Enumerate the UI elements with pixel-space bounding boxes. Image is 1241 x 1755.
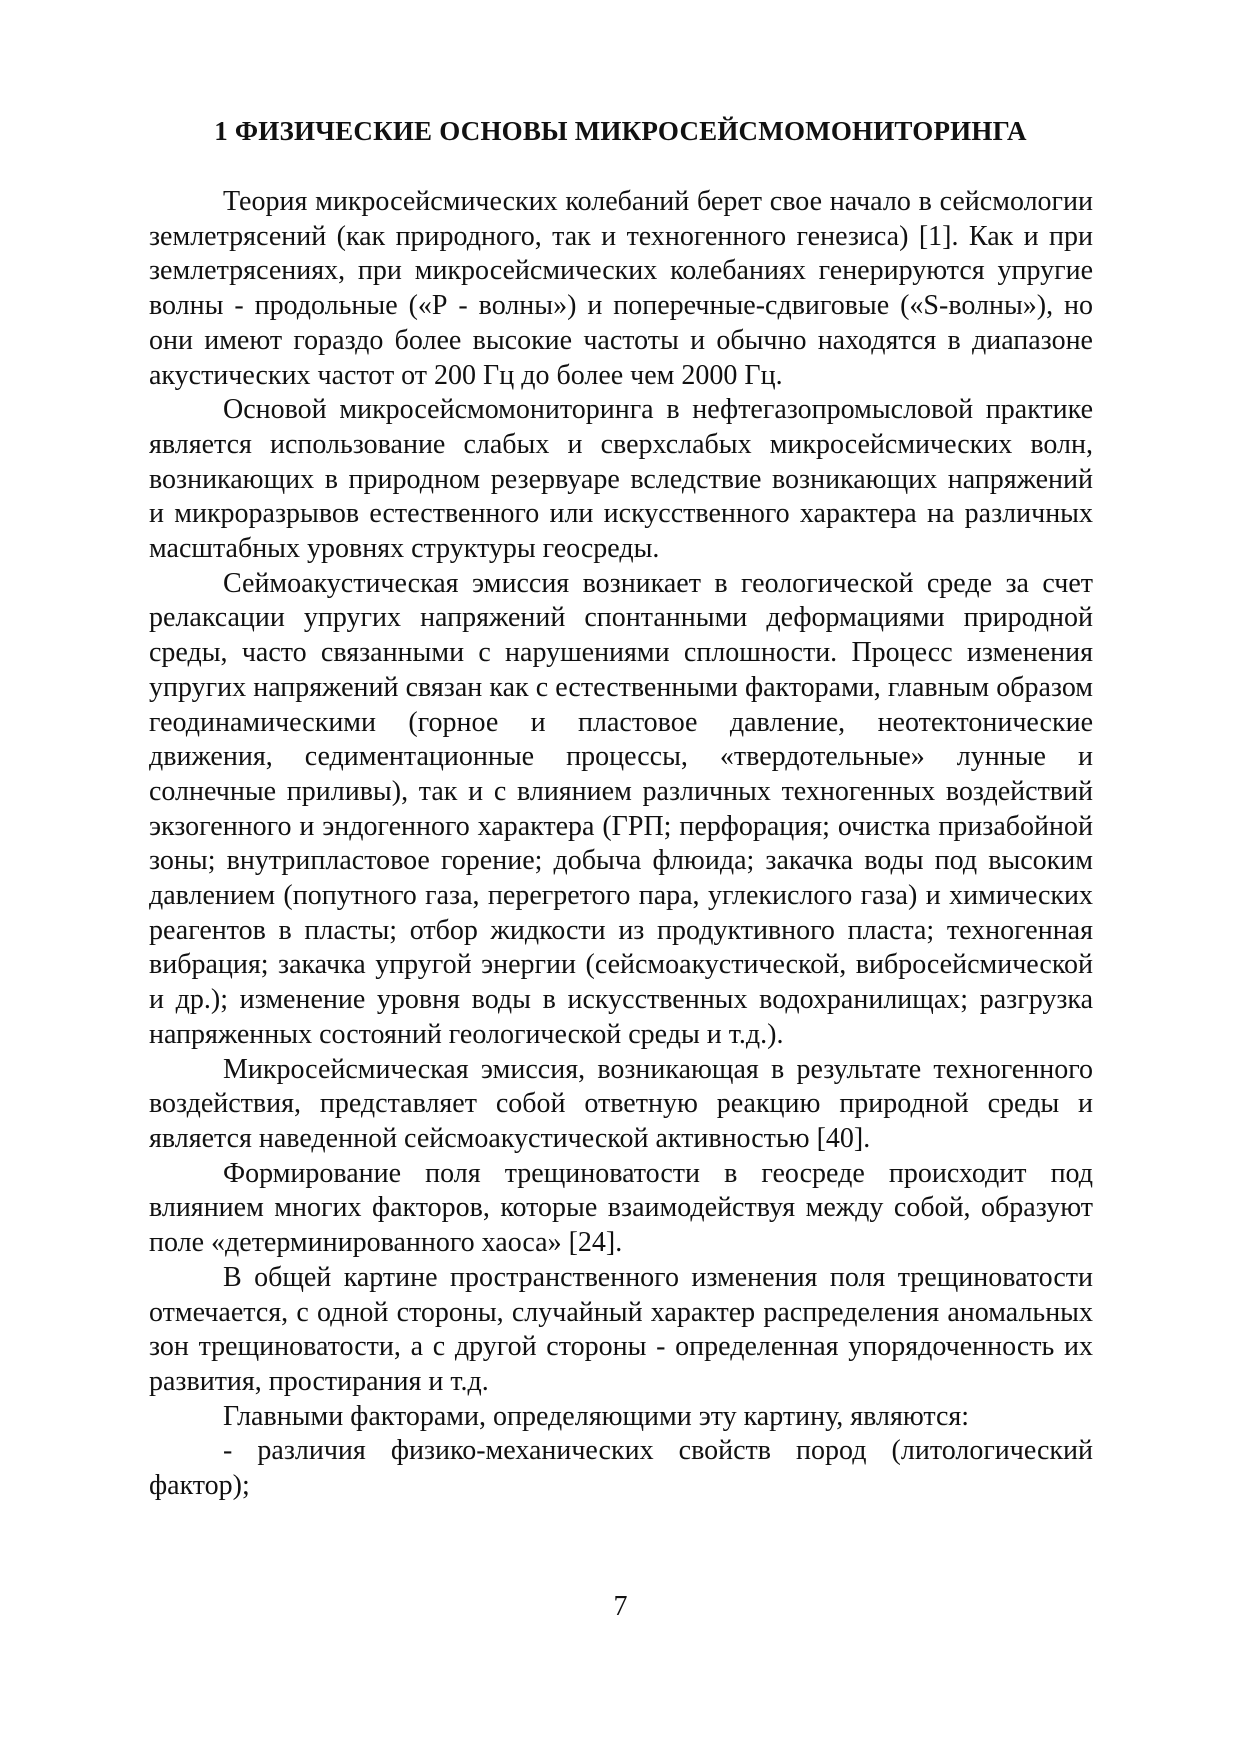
chapter-heading: 1 ФИЗИЧЕСКИЕ ОСНОВЫ МИКРОСЕЙСМОМОНИТОРИНГА <box>214 116 1027 146</box>
paragraph-basis: Основой микросейсмомониторинга в нефтегазопромысловой практике является использование слабых и сверхслабых микросейсмических волн, возникающих в природном резервуаре вследствие возникающих напряжений и микроразрывов естественного или искусственного характера на различных масштабных уровнях структуры геосреды. <box>149 394 1093 565</box>
paragraph-main-factors: Главными факторами, определяющими эту картину, являются: <box>223 1400 970 1432</box>
page-number: 7 <box>613 1591 628 1622</box>
paragraph-emission: Сеймоакустическая эмиссия возникает в геологической среде за счет релаксации упругих напряжений спонтанными деформациями природной среды, часто связанными с нарушениями сплошности. Процесс изменения упругих напряжений связан как с естественными факторами, главным образом геодинамическими (горное и пластовое давление, неотектонические движения, седиментационные процессы, «твердотельные» лунные и солнечные приливы), так и с влиянием различных техногенных воздействий экзогенного и эндогенного характера (ГРП; перфорация; очистка призабойной зоны; внутрипластовое горение; добыча флюида; закачка воды под высоким давлением (попутного газа, перегретого пара, углекислого газа) и химических реагентов в пласты; отбор жидкости из продуктивного пласта; техногенная вибрация; закачка упругой энергии (сейсмоакустической, вибросейсмической и др.); изменение уровня воды в искусственных водохранилищах; разгрузка напряженных состояний геологической среды и т.д.). <box>149 567 1093 1050</box>
paragraph-induced-emission: Микросейсмическая эмиссия, возникающая в результате техногенного воздействия, представляет собой ответную реакцию природной среды и является наведенной сейсмоакустической активностью [40]. <box>149 1053 1093 1154</box>
paragraph-general-picture: В общей картине пространственного изменения поля трещиноватости отмечается, с одной стороны, случайный характер распределения аномальных зон трещиноватости, а с другой стороны - определенная упорядоченность их развития, простирания и т.д. <box>149 1261 1093 1397</box>
list-item-lithology: - различия физико-механических свойств пород (литологический фактор); <box>149 1435 1093 1502</box>
paragraph-fracture-field: Формирование поля трещиноватости в геосреде происходит под влиянием многих факторов, которые взаимодействуя между собой, образуют поле «детерминированного хаоса» [24]. <box>149 1157 1093 1259</box>
body-text <box>149 185 1093 1504</box>
paragraph-theory: Теория микросейсмических колебаний берет свое начало в сейсмологии землетрясений (как природного, так и техногенного генезиса) [1]. Как и при землетрясениях, при микросейсмических колебаниях генерируются упругие волны - продольные («Р - волны») и поперечные-сдвиговые («S-волны»), но они имеют гораздо более высокие частоты и обычно находятся в диапазоне акустических частот от 200 Гц до более чем 2000 Гц. <box>149 186 1093 391</box>
